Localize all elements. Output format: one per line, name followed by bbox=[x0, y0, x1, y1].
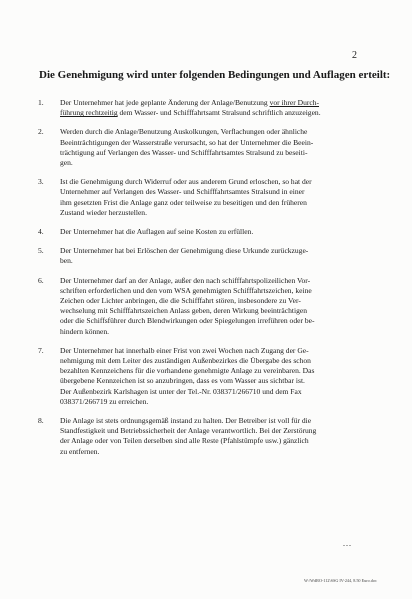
condition-line: Standfestigkeit und Betriebssicherheit der Anlage verantwortlich. Bei der Zerstörung bbox=[60, 426, 317, 436]
condition-text bbox=[60, 346, 368, 407]
condition-number: 2. bbox=[38, 127, 44, 137]
condition-text bbox=[60, 98, 368, 118]
condition-line bbox=[60, 108, 368, 118]
file-path-footer: W:\WdRO-112\SSG IV-244, 8.50 Euro.doc bbox=[304, 578, 377, 583]
condition-item bbox=[0, 416, 412, 457]
page-number: 2 bbox=[352, 50, 357, 61]
condition-text bbox=[60, 227, 368, 237]
text-segment: vor ihrer Durch- bbox=[269, 98, 320, 107]
condition-line: Zeichen oder Lichter anbringen, die die Schifffahrt stören, insbesondere zu Ver- bbox=[60, 296, 301, 306]
continuation-mark: ... bbox=[343, 539, 352, 548]
condition-line: Der Unternehmer hat die Auflagen auf seine Kosten zu erfüllen. bbox=[60, 227, 254, 237]
condition-line: Der Außenbezirk Karlshagen ist unter der Tel.-Nr. 038371/266710 und dem Fax bbox=[60, 386, 302, 396]
conditions-list bbox=[0, 98, 412, 466]
condition-text bbox=[60, 416, 368, 457]
condition-line: nehmigung mit dem Leiter des zuständigen Außenbezirkes die Übergabe des schon bbox=[60, 356, 311, 366]
condition-line: gen. bbox=[60, 158, 73, 168]
text-segment: führung rechtzeitig bbox=[60, 108, 118, 118]
condition-line: hindern können. bbox=[60, 326, 110, 336]
condition-line: oder die Schiffsführer durch Blendwirkungen oder Spiegelungen irreführen oder be- bbox=[60, 316, 315, 326]
condition-text bbox=[60, 246, 368, 266]
condition-item bbox=[0, 127, 412, 168]
condition-line: Beeinträchtigungen der Wasserstraße verursacht, so hat der Unternehmer die Beein- bbox=[60, 137, 314, 147]
condition-line: Zustand wieder herzustellen. bbox=[60, 207, 147, 217]
condition-text bbox=[60, 276, 368, 337]
page-heading: Die Genehmigung wird unter folgenden Bedingungen und Auflagen erteilt: bbox=[39, 69, 391, 81]
condition-line: 038371/266719 zu erreichen. bbox=[60, 396, 149, 406]
condition-item bbox=[0, 346, 412, 407]
condition-text bbox=[60, 177, 368, 218]
condition-line: schriften erforderlichen und den vom WSA genehmigten Schifffahrtszeichen, keine bbox=[60, 285, 312, 295]
text-segment: dem Wasser- und Schifffahrtsamt Stralsund schriftlich anzuzeigen. bbox=[117, 108, 321, 118]
condition-item bbox=[0, 98, 412, 118]
condition-line: Ist die Genehmigung durch Widerruf oder aus anderem Grund erloschen, so hat der bbox=[60, 177, 312, 187]
condition-line: Werden durch die Anlage/Benutzung Auskolkungen, Verflachungen oder ähnliche bbox=[60, 127, 308, 137]
text-segment: Der Unternehmer hat jede geplante Änderung der Anlage/Benutzung bbox=[60, 98, 270, 107]
condition-number: 7. bbox=[38, 345, 44, 355]
condition-line bbox=[60, 98, 368, 108]
condition-line: Der Unternehmer hat innerhalb einer Frist von zwei Wochen nach Zugang der Ge- bbox=[60, 345, 309, 355]
condition-line: Der Unternehmer darf an der Anlage, außer den nach schifffahrtspolizeilichen Vor- bbox=[60, 275, 311, 285]
condition-number: 3. bbox=[38, 177, 44, 187]
condition-line: ben. bbox=[60, 256, 73, 266]
condition-item bbox=[0, 177, 412, 218]
condition-number: 1. bbox=[38, 98, 44, 107]
condition-item bbox=[0, 276, 412, 337]
condition-number: 6. bbox=[38, 275, 44, 285]
condition-line: übergebene Kennzeichen ist so anzubringen, dass es vom Wasser aus sichtbar ist. bbox=[60, 376, 305, 386]
condition-line: wechselung mit Schifffahrtszeichen Anlass geben, deren Wirkung beeinträchtigen bbox=[60, 306, 307, 316]
condition-number: 4. bbox=[38, 227, 44, 237]
condition-line: der Anlage oder von Teilen derselben sind alle Reste (Pfahlstümpfe usw.) gänzlich bbox=[60, 436, 309, 446]
condition-line: Unternehmer auf Verlangen des Wasser- und Schifffahrtsamtes Stralsund in einer bbox=[60, 187, 305, 197]
condition-item bbox=[0, 246, 412, 266]
condition-line: Die Anlage ist stets ordnungsgemäß instand zu halten. Der Betreiber ist voll für die bbox=[60, 416, 312, 426]
condition-line: ihm gesetzten Frist die Anlage ganz oder teilweise zu beseitigen und den früheren bbox=[60, 197, 307, 207]
condition-number: 5. bbox=[38, 246, 44, 256]
condition-line: trächtigung auf Verlangen des Wasser- und Schifffahrtsamtes Stralsund zu beseiti- bbox=[60, 147, 308, 157]
condition-line: bezahlten Kennzeichens für die vorhandene genehmigte Anlage zu vereinbaren. Das bbox=[60, 366, 315, 376]
condition-number: 8. bbox=[38, 416, 44, 426]
condition-item bbox=[0, 227, 412, 237]
condition-line: Der Unternehmer hat bei Erlöschen der Genehmigung diese Urkunde zurückzuge- bbox=[60, 246, 309, 256]
condition-text bbox=[60, 127, 368, 168]
condition-line: zu entfernen. bbox=[60, 446, 100, 456]
